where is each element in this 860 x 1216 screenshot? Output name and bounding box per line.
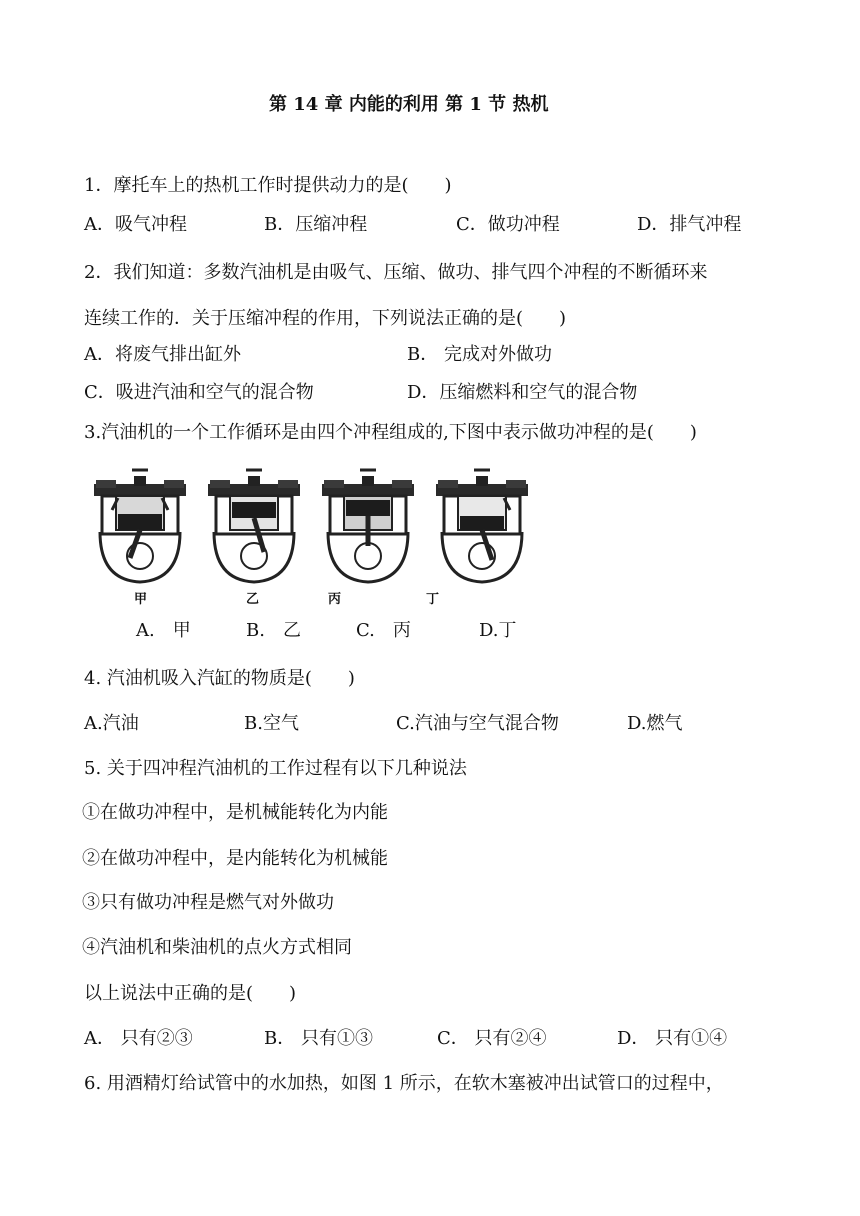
figure-label-yi: 乙	[246, 592, 260, 607]
q4-stem: 4. 汽油机吸入汽缸的物质是( )	[84, 668, 355, 689]
figure-label-jia: 甲	[134, 592, 148, 607]
q5-prompt: 以上说法中正确的是( )	[84, 983, 297, 1004]
q2-option-b: B． 完成对外做功	[407, 344, 552, 365]
figure-label-bing: 丙	[328, 592, 342, 607]
q1-option-d: D．排气冲程	[637, 214, 742, 235]
q3-option-a: A. 甲	[136, 620, 191, 641]
q5-option-c: C． 只有②④	[437, 1028, 547, 1049]
q5-statement-2: ②在做功冲程中，是内能转化为机械能	[82, 848, 388, 869]
q3-stem: 3.汽油机的一个工作循环是由四个冲程组成的,下图中表示做功冲程的是( )	[84, 422, 697, 443]
q2-option-c: C．吸进汽油和空气的混合物	[84, 382, 314, 403]
page-title: 第 14 章 内能的利用 第 1 节 热机	[269, 94, 549, 115]
q6-stem: 6. 用酒精灯给试管中的水加热，如图 1 所示，在软木塞被冲出试管口的过程中，	[84, 1073, 724, 1094]
q5-statement-1: ①在做功冲程中，是机械能转化为内能	[82, 802, 388, 823]
q2-stem-line2: 连续工作的．关于压缩冲程的作用，下列说法正确的是( )	[84, 308, 567, 329]
q4-option-d: D.燃气	[627, 713, 683, 734]
engine-diagram-ding	[432, 462, 532, 587]
q5-statement-3: ③只有做功冲程是燃气对外做功	[82, 892, 334, 913]
q2-option-a: A．将废气排出缸外	[84, 344, 241, 365]
q3-option-c: C. 丙	[356, 620, 411, 641]
q5-option-a: A． 只有②③	[84, 1028, 193, 1049]
engine-diagram-bing	[318, 462, 418, 587]
q5-option-d: D． 只有①④	[617, 1028, 728, 1049]
q4-option-a: A.汽油	[84, 713, 139, 734]
q2-option-d: D．压缩燃料和空气的混合物	[407, 382, 638, 403]
q5-stem: 5. 关于四冲程汽油机的工作过程有以下几种说法	[84, 758, 467, 779]
q4-option-c: C.汽油与空气混合物	[396, 713, 559, 734]
figure-label-ding: 丁	[426, 592, 440, 607]
q5-option-b: B． 只有①③	[264, 1028, 373, 1049]
q2-stem-line1: 2．我们知道：多数汽油机是由吸气、压缩、做功、排气四个冲程的不断循环来	[84, 262, 708, 283]
engine-diagram-yi	[204, 462, 304, 587]
q1-stem: 1．摩托车上的热机工作时提供动力的是( )	[84, 175, 452, 196]
q1-option-a: A．吸气冲程	[84, 214, 187, 235]
q3-option-d: D.丁	[479, 620, 517, 641]
q3-option-b: B. 乙	[246, 620, 301, 641]
engine-strokes-figure	[88, 462, 538, 607]
q1-option-c: C．做功冲程	[456, 214, 560, 235]
engine-diagram-jia	[90, 462, 190, 587]
q4-option-b: B.空气	[244, 713, 299, 734]
q5-statement-4: ④汽油机和柴油机的点火方式相同	[82, 937, 352, 958]
q1-option-b: B．压缩冲程	[264, 214, 368, 235]
